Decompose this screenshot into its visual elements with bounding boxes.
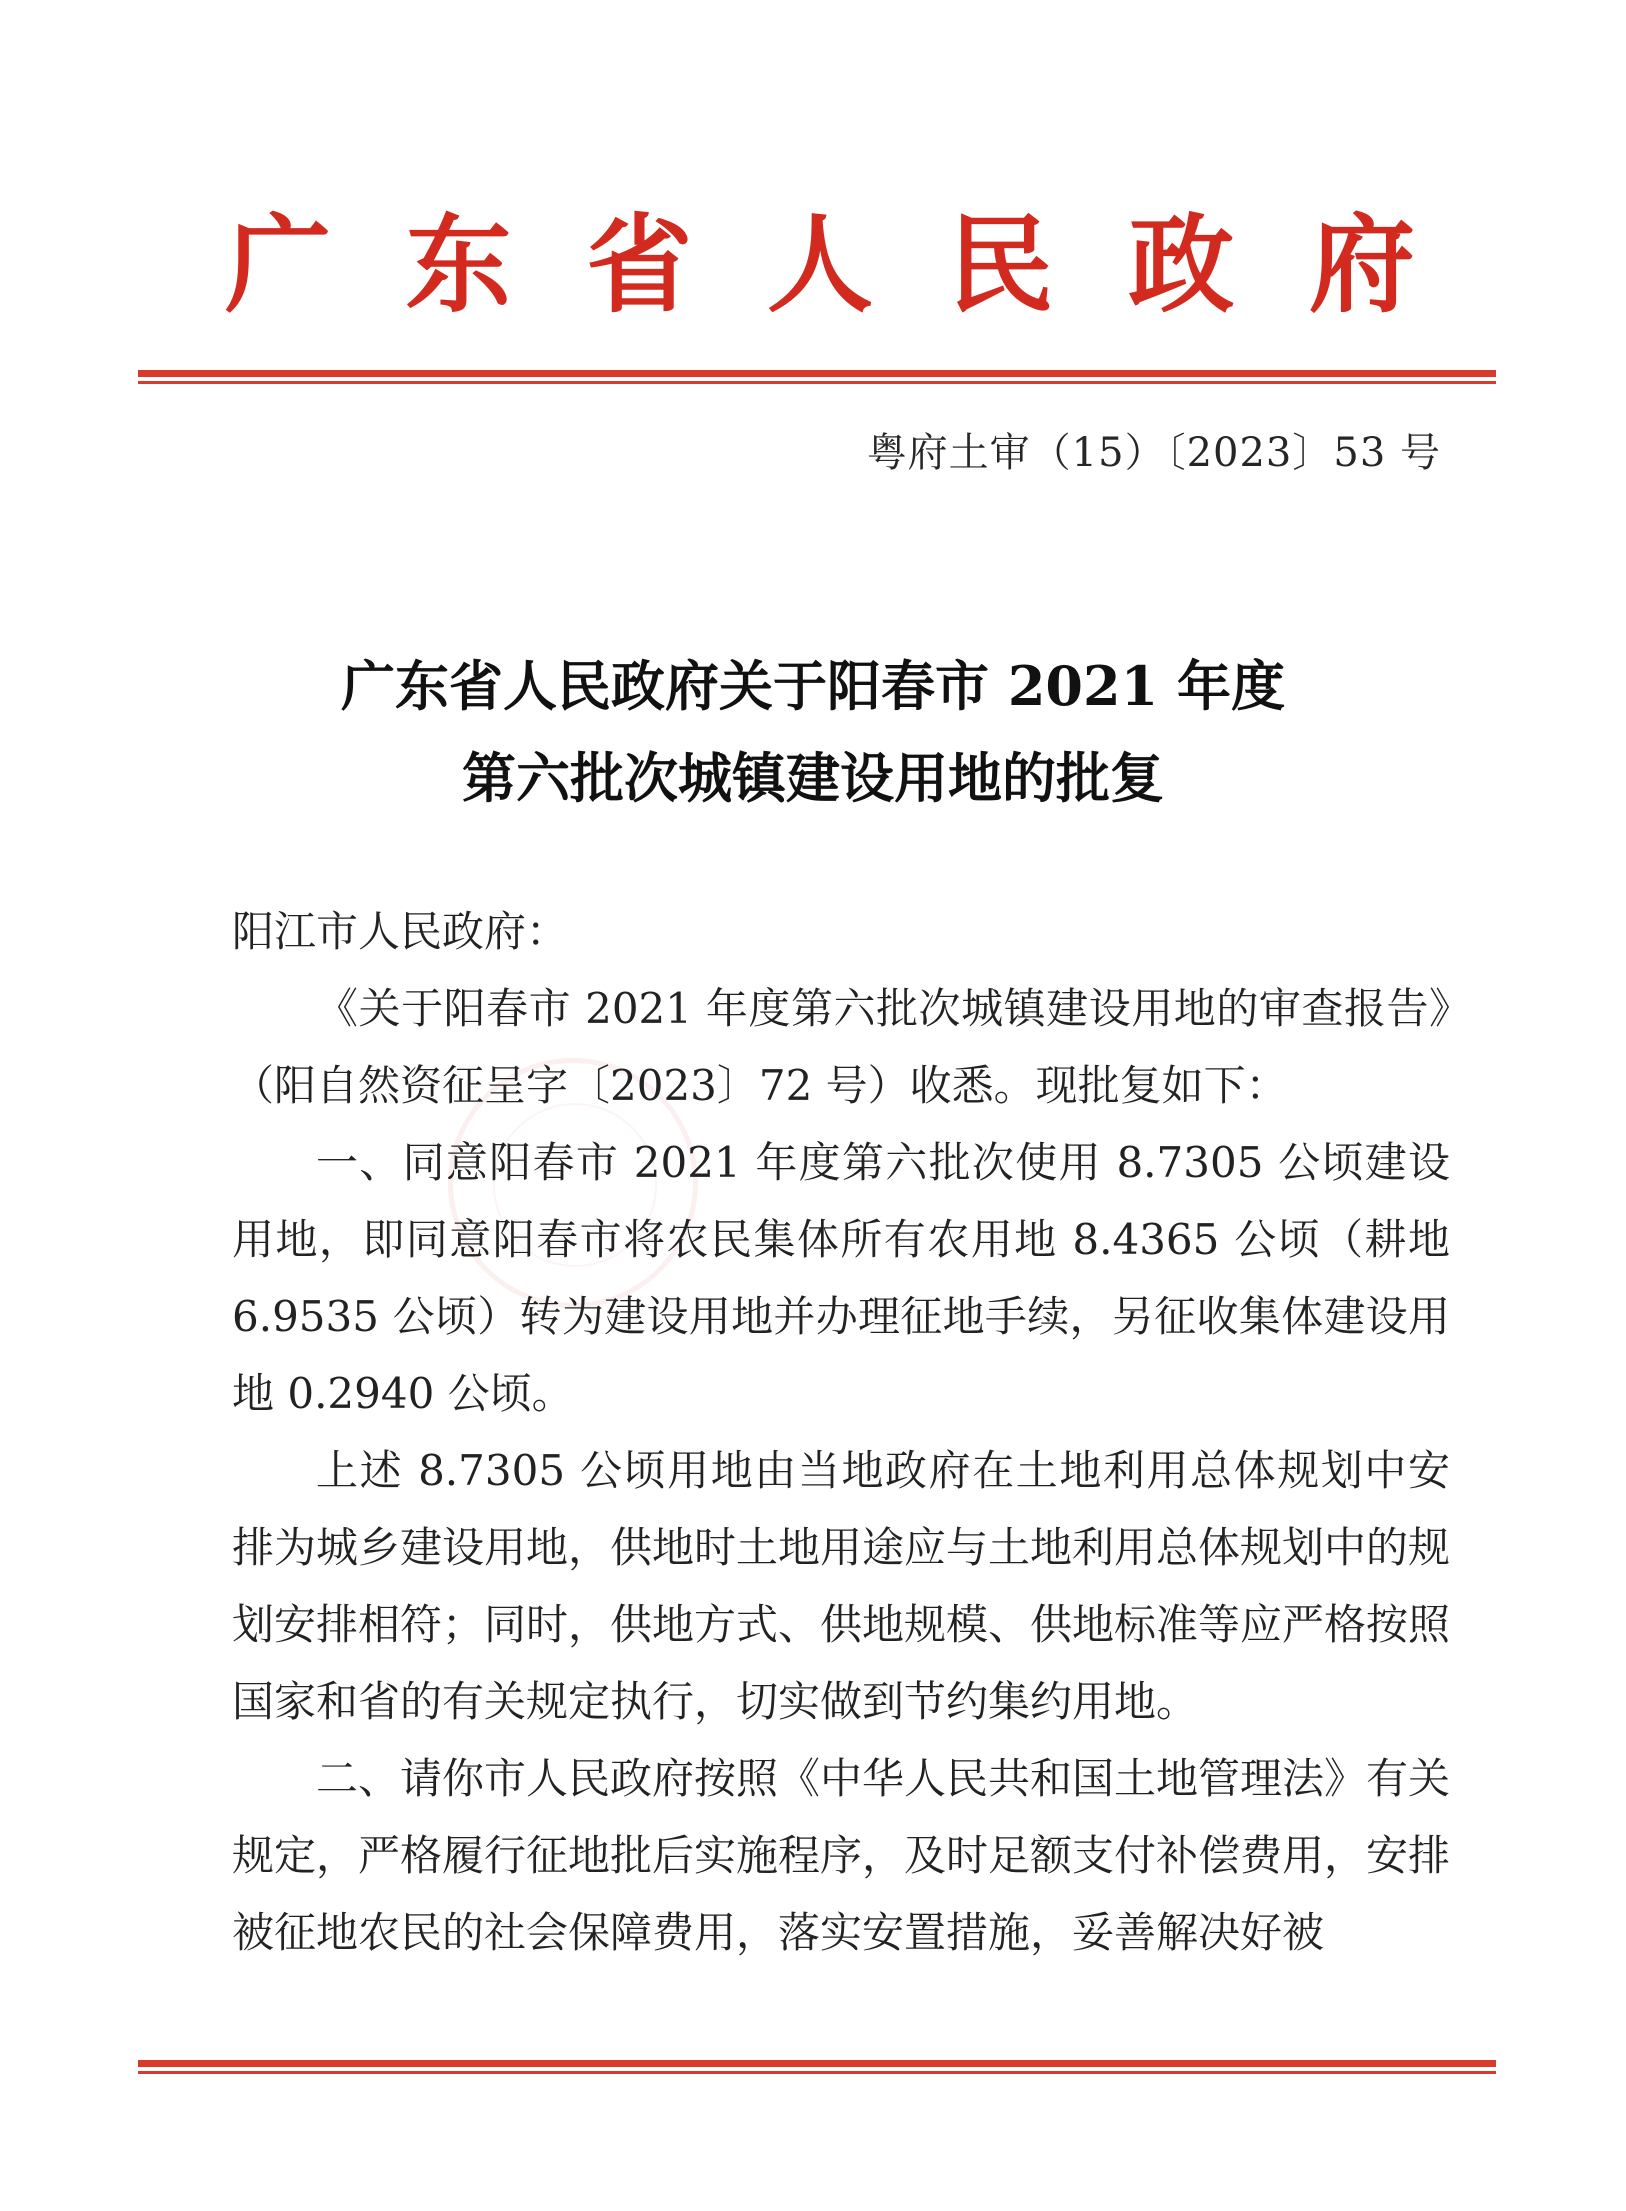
header-red-rule xyxy=(138,370,1496,384)
body-paragraph: 二、请你市人民政府按照《中华人民共和国土地管理法》有关规定，严格履行征地批后实施程序，及时足额支付补偿费用，安排被征地农民的社会保障费用，落实安置措施，妥善解决好被 xyxy=(232,1754,1451,1957)
issuing-authority-header xyxy=(225,202,1415,327)
body-paragraph: 一、同意阳春市 2021 年度第六批次使用 8.7305 公顷建设用地，即同意阳春市将农民集体所有农用地 8.4365 公顷（耕地 6.9535 公顷）转为建设用地并办理征地手续，另征收集体建设用地 0.2940 公顷。 xyxy=(232,1138,1450,1418)
header-char: 人 xyxy=(766,202,873,327)
title-line-1: 广东省人民政府关于阳春市 2021 年度 xyxy=(341,654,1285,718)
document-title xyxy=(0,640,1626,824)
rule-thin-line xyxy=(138,381,1496,384)
title-line-2: 第六批次城镇建设用地的批复 xyxy=(462,746,1164,810)
header-char: 民 xyxy=(947,202,1054,327)
rule-thin-line xyxy=(138,2071,1496,2074)
document-number: 粤府土审（15）〔2023〕53 号 xyxy=(866,430,1441,476)
header-char: 府 xyxy=(1308,202,1415,327)
header-char: 广 xyxy=(225,202,331,327)
body-paragraph: 上述 8.7305 公顷用地由当地政府在土地利用总体规划中安排为城乡建设用地，供地时土地用途应与土地利用总体规划中的规划安排相符；同时，供地方式、供地规模、供地标准等应严格按照国家和省的有关规定执行，切实做到节约集约用地。 xyxy=(232,1446,1451,1726)
document-body xyxy=(232,893,1450,1971)
header-char: 东 xyxy=(405,202,512,327)
salutation: 阳江市人民政府： xyxy=(232,907,569,956)
rule-thick-line xyxy=(138,370,1496,377)
footer-red-rule xyxy=(138,2060,1496,2074)
body-paragraph: 《关于阳春市 2021 年度第六批次城镇建设用地的审查报告》（阳自然资征呈字〔2023〕72 号）收悉。现批复如下： xyxy=(232,984,1450,1110)
header-char: 省 xyxy=(586,202,693,327)
rule-thick-line xyxy=(138,2060,1496,2067)
header-char: 政 xyxy=(1128,202,1235,327)
